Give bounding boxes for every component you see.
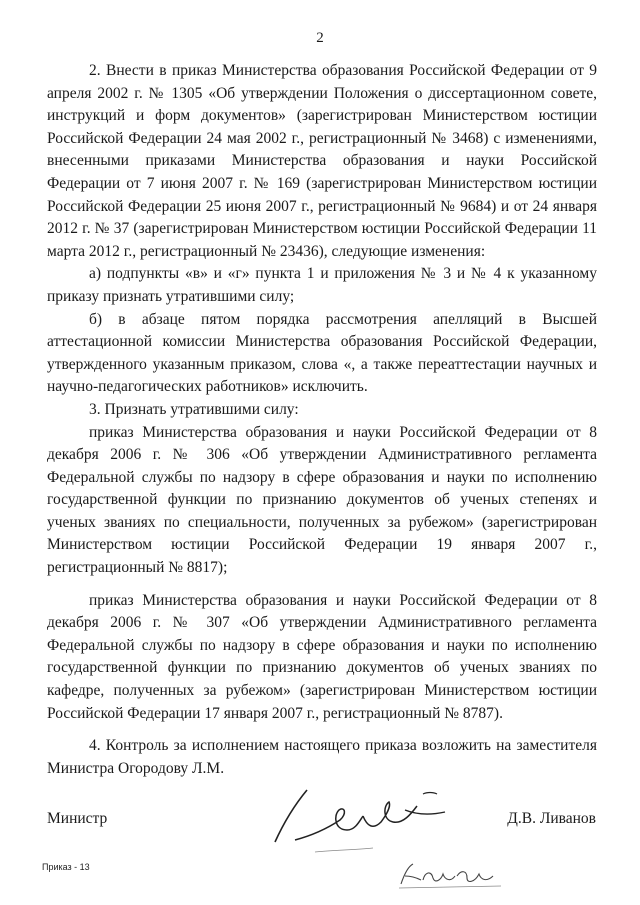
handwritten-signature: [255, 780, 465, 860]
paragraph-item-3: 3. Признать утратившими силу:: [89, 400, 299, 418]
signatory-name: Д.В. Ливанов: [507, 810, 596, 827]
paragraph-order-307: приказ Министерства образования и науки Российской Федерации от 8 декабря 2006 г. № 307 «Об утверждении Административного регламента Федеральной службы по надзору в сфере образования и науки по исполнению государственной функции по признанию документов об ученых званиях по кафедре, полученных за рубежом» (зарегистрирован Министерством юстиции Российской Федерации 17 января 2007 г., регистрационный № 8787).: [47, 591, 597, 722]
signatory-title: Министр: [47, 810, 108, 827]
paragraph-order-306: приказ Министерства образования и науки Российской Федерации от 8 декабря 2006 г. № 306 «Об утверждении Административного регламента Федеральной службы по надзору в сфере образования и науки по исполнению государственной функции по признанию документов об ученых степенях и ученых званиях по специальности, полученных за рубежом» (зарегистрирован Министерством юстиции Российской Федерации 19 января 2007 г., регистрационный № 8817);: [47, 423, 597, 577]
document-body: [47, 60, 597, 780]
paragraph-item-2: 2. Внести в приказ Министерства образования Российской Федерации от 9 апреля 2002 г. № 1305 «Об утверждении Положения о диссертационном совете, инструкций и форм документов» (зарегистрирован Министерством юстиции Российской Федерации 24 мая 2002 г., регистрационный № 3468) с изменениями, внесенными приказами Министерства образования и науки Российской Федерации от 7 июня 2007 г. № 169 (зарегистрирован Министерством юстиции Российской Федерации 25 июня 2007 г., регистрационный № 9684) и от 24 января 2012 г. № 37 (зарегистрирован Министерством юстиции Российской Федерации 11 марта 2012 г., регистрационный № 23436), следующие изменения:: [47, 62, 597, 260]
paragraph-subitem-a: а) подпункты «в» и «г» пункта 1 и приложения № 3 и № 4 к указанному приказу признать утратившими силу;: [47, 265, 597, 305]
handwritten-initials: [395, 858, 505, 892]
paragraph-subitem-b: б) в абзаце пятом порядка рассмотрения апелляций в Высшей аттестационной комиссии Министерства образования Российской Федерации, утвержденного указанным приказом, слова «, а также переаттестации научных и научно-педагогических работников» исключить.: [47, 310, 597, 396]
paragraph-item-4: 4. Контроль за исполнением настоящего приказа возложить на заместителя Министра Огородову Л.М.: [47, 737, 597, 777]
footer-code: Приказ - 13: [42, 862, 90, 872]
page-number: 2: [316, 30, 324, 46]
